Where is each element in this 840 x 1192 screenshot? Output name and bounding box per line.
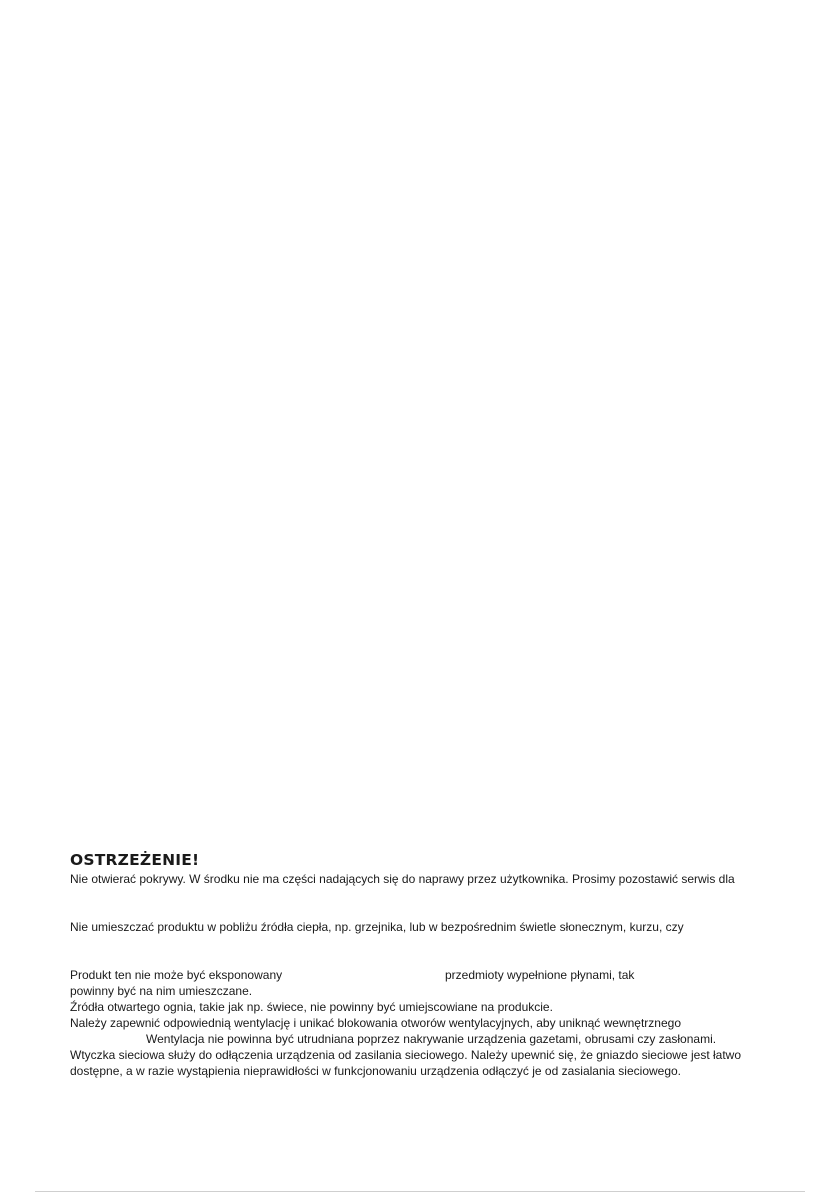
warning-line-plug: Wtyczka sieciowa służy do odłączenia urządzenia od zasilania sieciowego. Należy upewnić się, że gniazdo sieciowe jest łatwo xyxy=(70,1048,742,1062)
warning-section xyxy=(70,850,770,1079)
warning-line-ventilation-cover-text: Wentylacja nie powinna być utrudniana poprzez nakrywanie urządzenia gazetami, obrusami czy zasłonami. xyxy=(146,1032,717,1046)
warning-line-spacer-2 xyxy=(70,935,770,951)
warning-line-heat: Nie umieszczać produktu w pobliżu źródła ciepła, np. grzejnika, lub w bezpośrednim świetle słonecznym, kurzu, czy xyxy=(70,920,684,934)
warning-line-fire: Źródła otwartego ognia, takie jak np. świece, nie powinny być umiejscowiane na produkcie. xyxy=(70,1000,553,1014)
warning-line-liquids-end: przedmioty wypełnione płynami, tak xyxy=(445,968,635,982)
warning-line-liquids-start: Produkt ten nie może być eksponowany xyxy=(70,968,283,982)
warning-line-disconnect: dostępne, a w razie wystąpienia nieprawidłości w funkcjonowaniu urządzenia odłączyć je od zasialania sieciowego. xyxy=(70,1064,682,1078)
warning-line-cover: Nie otwierać pokrywy. W środku nie ma części nadających się do naprawy przez użytkownika. Prosimy pozostawić serwis dla xyxy=(70,872,735,886)
warning-line-placement: powinny być na nim umieszczane. xyxy=(70,984,253,998)
warning-line-ventilation-cover xyxy=(70,1031,770,1047)
warning-line-spacer-1 xyxy=(70,887,770,903)
warning-line-ventilation: Należy zapewnić odpowiednią wentylację i unikać blokowania otworów wentylacyjnych, aby uniknąć wewnętrznego xyxy=(70,1016,681,1030)
warning-line-liquids xyxy=(70,967,770,983)
warning-title: OSTRZEŻENIE! xyxy=(70,851,200,869)
